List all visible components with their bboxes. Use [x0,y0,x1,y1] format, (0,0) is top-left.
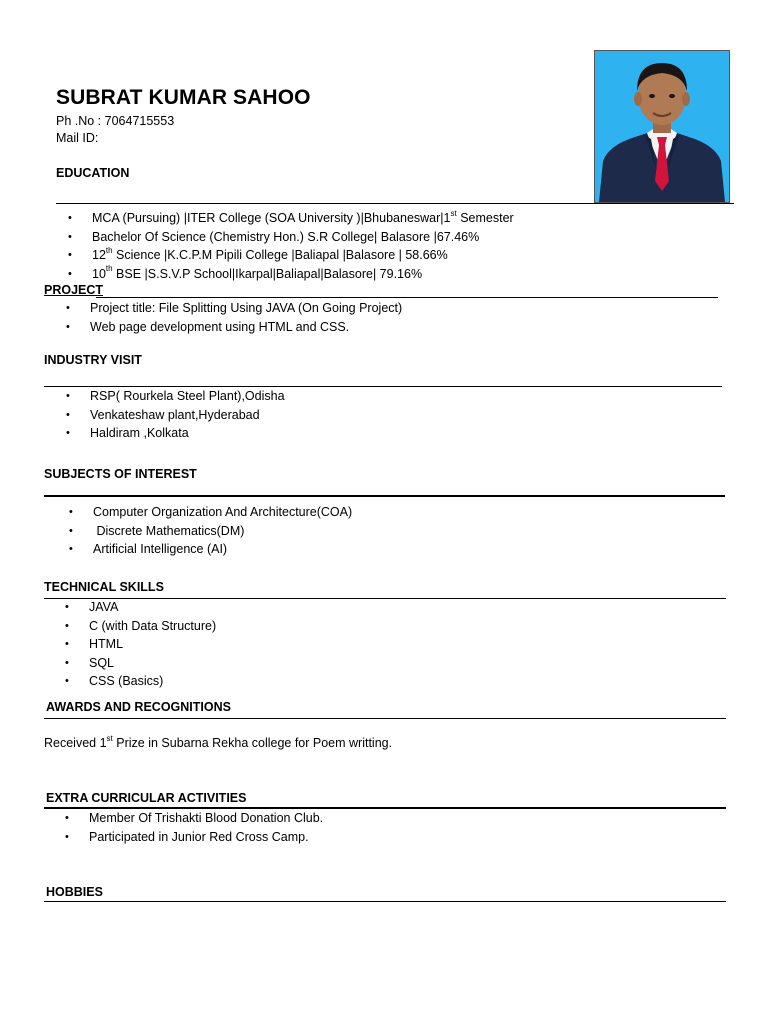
bullet-icon: • [68,230,72,243]
bullet-icon: • [68,249,72,261]
education-item-text: Science |K.C.P.M Pipili College |Baliapal |Balasore | 58.66% [112,248,448,262]
education-item-text: BSE |S.S.V.P School|Ikarpal|Baliapal|Balasore| 79.16% [112,266,423,281]
awards-heading: AWARDS AND RECOGNITIONS [46,700,231,714]
award-text-part: Received 1 [44,736,107,750]
bullet-icon: • [65,601,69,613]
skill-item-text: C (with Data Structure) [89,618,217,633]
skill-item-text: JAVA [89,600,119,614]
bullet-icon: • [65,830,69,843]
bullet-icon: • [65,619,69,632]
project-heading: PROJECT [44,283,104,297]
superscript: st [106,733,113,743]
person-portrait-icon [595,51,729,202]
education-item-text: Semester [456,211,514,225]
profile-photo [594,50,730,203]
activity-item-text: Member Of Trishakti Blood Donation Club. [89,811,324,825]
bullet-icon: • [69,524,73,537]
industry-visit-item-text: Haldiram ,Kolkata [90,426,189,440]
phone-number: Ph .No : 7064715553 [56,114,175,128]
superscript: st [450,208,457,218]
bullet-icon: • [69,506,73,518]
mail-id: Mail ID: [56,131,99,145]
industry-visit-item-text: Venkateshaw plant,Hyderabad [90,407,260,422]
hobbies-heading: HOBBIES [46,885,103,899]
bullet-icon: • [65,675,69,687]
education-item-text: Bachelor Of Science (Chemistry Hon.) S.R College| Balasore |67.46% [92,229,480,244]
project-item-text: Web page development using HTML and CSS. [90,319,350,334]
superscript: th [105,264,113,274]
technical-skills-heading: TECHNICAL SKILLS [44,580,164,594]
bullet-icon: • [66,390,70,402]
subjects-divider [44,495,725,497]
subjects-heading: SUBJECTS OF INTEREST [44,467,197,481]
skill-item-text: SQL [89,655,115,670]
industry-visit-item-text: RSP( Rourkela Steel Plant),Odisha [90,389,285,403]
technical-skills-divider [44,598,726,599]
bullet-icon: • [65,656,69,669]
bullet-icon: • [66,427,70,439]
subject-item-text: Artificial Intelligence (AI) [93,542,228,556]
bullet-icon: • [69,543,73,555]
bullet-icon: • [65,638,69,650]
bullet-icon: • [68,212,72,224]
bullet-icon: • [66,408,70,421]
education-item-text: 10 [92,266,106,281]
project-divider [96,297,718,298]
activity-item-text: Participated in Junior Red Cross Camp. [89,829,309,844]
education-item-text: MCA (Pursuing) |ITER College (SOA University )|Bhubaneswar|1 [92,211,451,225]
superscript: th [105,245,113,255]
industry-visit-heading: INDUSTRY VISIT [44,353,142,367]
award-text-part: Prize in Subarna Rekha college for Poem writting. [112,736,393,750]
education-divider [56,203,734,204]
subject-item-text: Discrete Mathematics(DM) [93,523,245,538]
hobbies-divider [44,901,726,902]
bullet-icon: • [66,320,70,333]
education-item-text: 12 [92,248,106,262]
bullet-icon: • [65,812,69,824]
project-item-text: Project title: File Splitting Using JAVA (On Going Project) [90,301,403,315]
bullet-icon: • [66,302,70,314]
candidate-name: SUBRAT KUMAR SAHOO [56,86,311,109]
extra-curricular-heading: EXTRA CURRICULAR ACTIVITIES [46,791,247,805]
education-heading: EDUCATION [56,166,130,180]
award-text [44,735,392,752]
subject-item-text: Computer Organization And Architecture(COA) [93,505,353,519]
skill-item-text: HTML [89,637,124,651]
bullet-icon: • [68,267,72,280]
skill-item-text: CSS (Basics) [89,674,164,688]
awards-divider [44,718,726,719]
